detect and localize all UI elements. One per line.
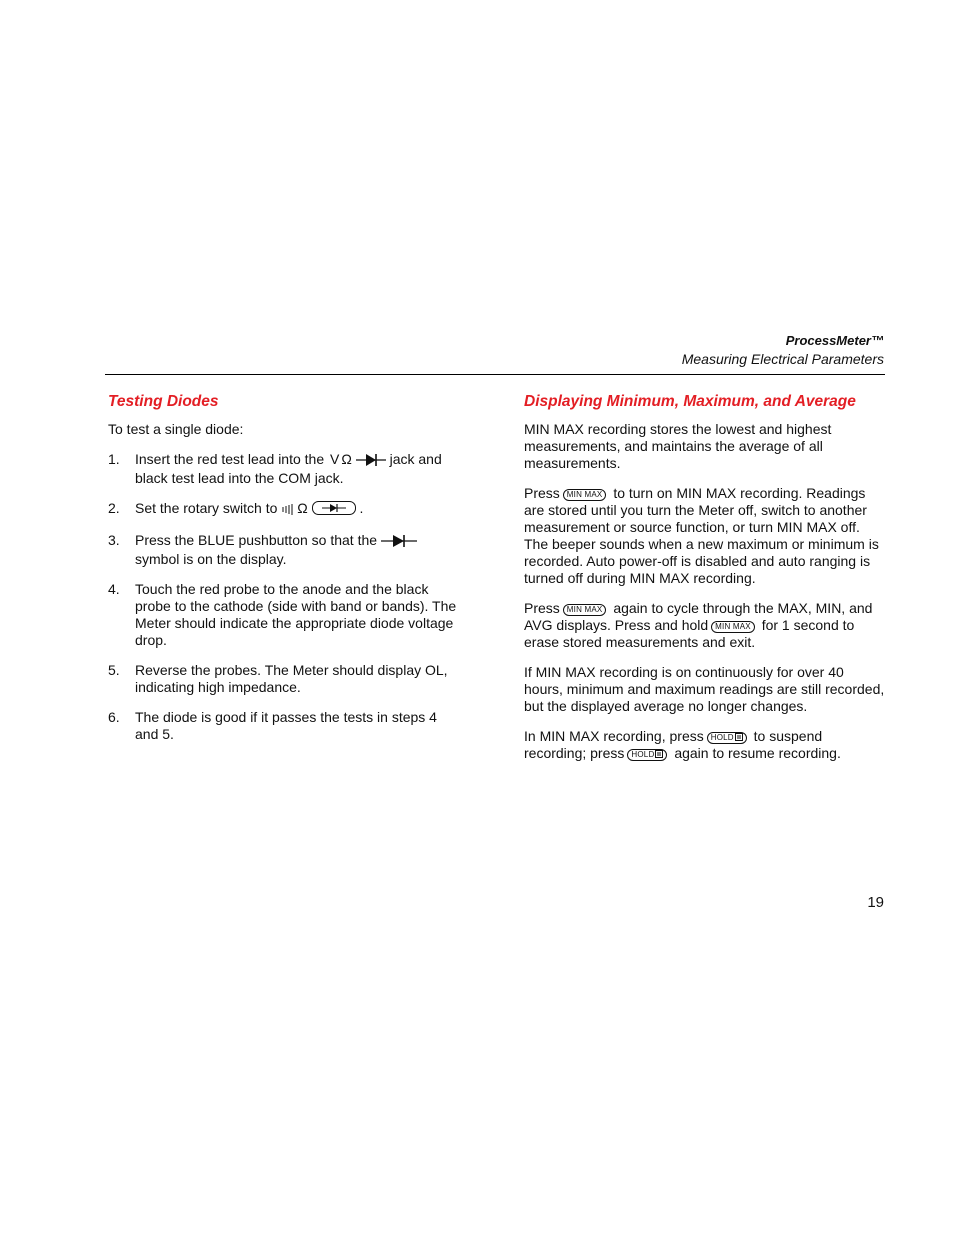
step-text-continued: .: [359, 500, 364, 516]
hold-icon: [735, 733, 743, 741]
step-text: Touch the red probe to the anode and the black probe to the cathode (side with band or bands). The Meter should indicate the appropriate diode voltage drop.: [135, 581, 457, 648]
step-text: Reverse the probes. The Meter should display OL, indicating high impedance.: [135, 662, 448, 695]
paragraph-text: In MIN MAX recording, press: [524, 728, 704, 744]
paragraph-text: for 1 second to erase stored measurements and exit.: [524, 617, 855, 650]
step-3: [108, 532, 463, 568]
hold-key-label: HOLD: [631, 750, 655, 759]
step-number: 4.: [108, 581, 120, 597]
paragraph-text: to turn on MIN MAX recording. Readings are stored until you turn the Meter off, switch to another measurement or source function, or turn MIN MAX off. The beeper sounds when a new maximum or minimum is recorded. Auto power-off is disabled and auto ranging is turned off during MIN MAX recording.: [524, 485, 879, 586]
right-column: [524, 392, 886, 775]
hold-key: [627, 749, 667, 761]
min-max-key: MIN MAX: [563, 489, 607, 501]
hold-key-label: HOLD: [710, 733, 734, 742]
step-5: [108, 662, 463, 696]
step-number: 1.: [108, 451, 120, 467]
paragraph-5: [524, 728, 886, 762]
header-subtitle: Measuring Electrical Parameters: [681, 351, 884, 367]
header-title: ProcessMeter™: [785, 333, 884, 348]
step-2: [108, 500, 463, 519]
paragraph-text: Press: [524, 600, 560, 616]
header-rule: [105, 374, 885, 375]
step-text-continued: jack and black test lead into the COM jack.: [135, 451, 442, 486]
section-heading-min-max: Displaying Minimum, Maximum, and Average: [524, 393, 856, 410]
paragraph-text: again to cycle through the MAX, MIN, and AVG displays. Press and hold: [524, 600, 873, 633]
step-number: 2.: [108, 500, 120, 516]
step-text: Press the BLUE pushbutton so that the: [135, 532, 378, 548]
continuity-icon: [281, 502, 297, 519]
section-heading-testing-diodes: Testing Diodes: [108, 393, 219, 410]
paragraph-3: [524, 600, 886, 651]
paragraph-text: to suspend recording; press: [524, 728, 823, 761]
diode-icon: [381, 534, 417, 551]
min-max-key: MIN MAX: [711, 621, 755, 633]
paragraph-4: If MIN MAX recording is on continuously for over 40 hours, minimum and maximum readings are still recorded, but the displayed average no longer changes.: [524, 664, 885, 714]
step-text-continued: symbol is on the display.: [135, 551, 287, 567]
hold-key: [707, 732, 747, 744]
min-max-key: MIN MAX: [563, 604, 607, 616]
jack-label: V: [330, 451, 340, 467]
step-number: 5.: [108, 662, 120, 678]
diode-icon: [312, 501, 356, 519]
paragraph-text: again to resume recording.: [674, 745, 841, 761]
paragraph-2: [524, 485, 886, 587]
step-text: Insert the red test lead into the: [135, 451, 325, 467]
page-number: 19: [867, 894, 884, 911]
paragraph-1: MIN MAX recording stores the lowest and highest measurements, and maintains the average of all measurements.: [524, 421, 832, 471]
diode-icon: [356, 453, 386, 470]
left-column: [108, 392, 463, 756]
omega-symbol: Ω: [297, 500, 308, 516]
omega-symbol: Ω: [341, 451, 352, 467]
paragraph-text: Press: [524, 485, 560, 501]
step-text: The diode is good if it passes the tests in steps 4 and 5.: [135, 709, 437, 742]
hold-icon: [655, 750, 663, 758]
step-number: 3.: [108, 532, 120, 548]
step-6: [108, 709, 463, 743]
step-number: 6.: [108, 709, 120, 725]
step-4: [108, 581, 463, 649]
intro-text: To test a single diode:: [108, 421, 244, 437]
step-text: Set the rotary switch to: [135, 500, 278, 516]
steps-list: [108, 451, 463, 743]
step-1: [108, 451, 463, 487]
